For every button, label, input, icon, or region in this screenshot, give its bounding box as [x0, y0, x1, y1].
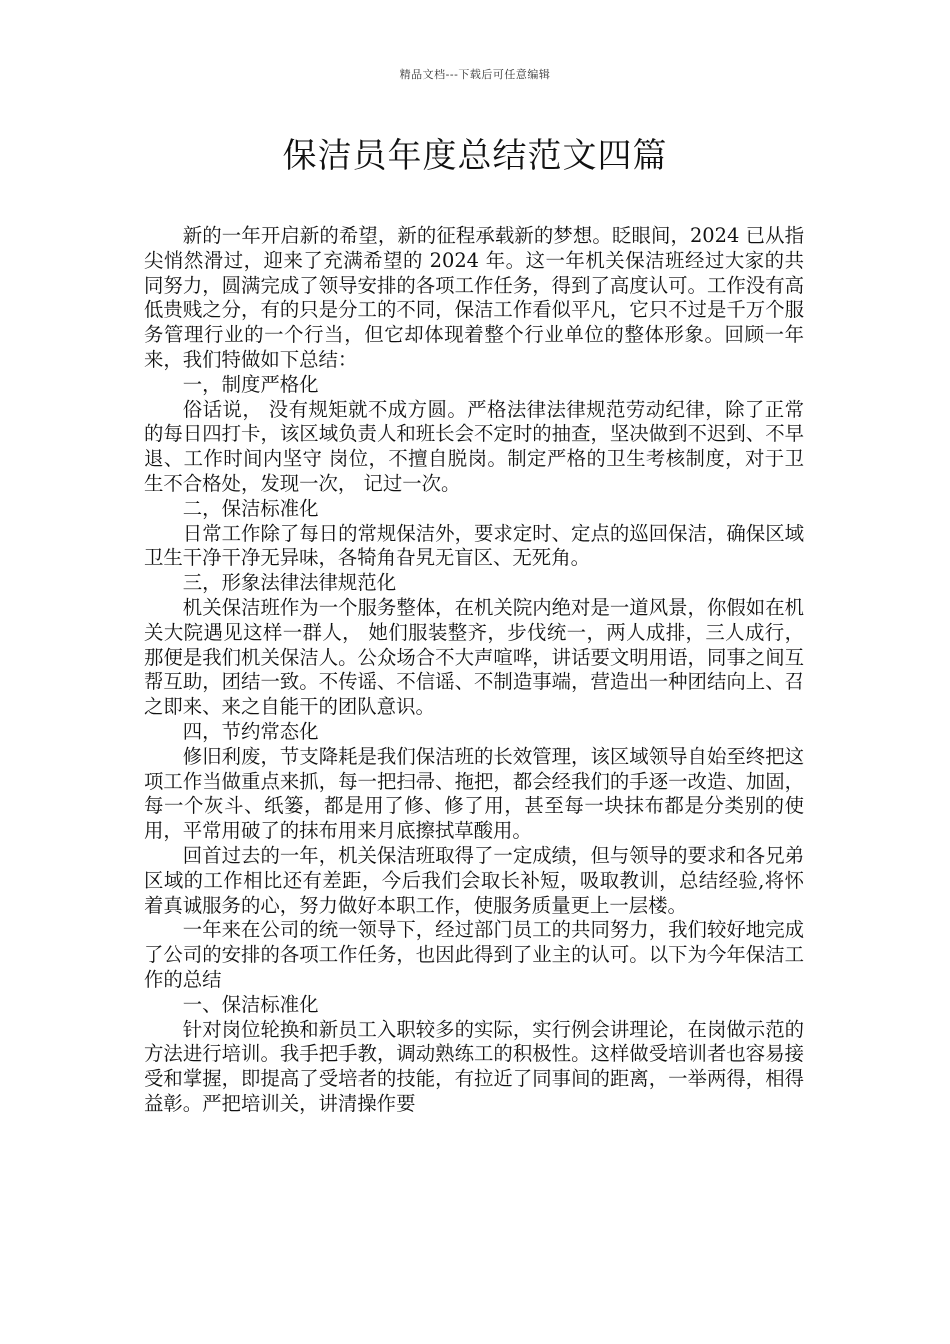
header-note: 精品文档---下载后可任意编辑 [399, 68, 551, 81]
paragraph: 俗话说， 没有规矩就不成方圆。严格法律法律规范劳动纪律，除了正常的每日四打卡，该区域负责人和班长会不定时的抽查，坚决做到不迟到、不早退、工作时间内坚守 岗位，不擅自脱岗。制定严格的卫生考核制度，对于卫生不合格处，发现一次， 记过一次。 [144, 397, 804, 495]
paragraph: 一年来在公司的统一领导下，经过部门员工的共同努力，我们较好地完成了公司的安排的各项工作任务，也因此得到了业主的认可。以下为今年保洁工作的总结 [144, 918, 804, 991]
paragraph: 修旧利废，节支降耗是我们保洁班的长效管理，该区域领导自始至终把这项工作当做重点来抓，每一把扫帚、拖把，都会经我们的手逐一改造、加固，每一个灰斗、纸篓，都是用了修、修了用，甚至每一块抹布都是分类别的使用，平常用破了的抹布用来月底擦拭草酸用。 [144, 744, 804, 843]
document-body [144, 224, 804, 1117]
paragraph: 日常工作除了每日的常规保洁外，要求定时、定点的巡回保洁，确保区域卫生干净干净无异味，各犄角旮旯无盲区、无死角。 [144, 521, 804, 570]
section-heading: 四，节约常态化 [182, 719, 319, 743]
section-heading: 三，形象法律法律规范化 [182, 571, 397, 595]
paragraph: 机关保洁班作为一个服务整体，在机关院内绝对是一道风景，你假如在机关大院遇见这样一群人， 她们服装整齐，步伐统一，两人成排，三人成行，那便是我们机关保洁人。公众场合不大声喧哗，讲话要文明用语，同事之间互帮互助，团结一致。不传谣、不信谣、不制造事端，营造出一种团结向上、召之即来、来之自能干的团队意识。 [144, 595, 804, 719]
paragraph: 针对岗位轮换和新员工入职较多的实际，实行例会讲理论，在岗做示范的方法进行培训。我手把手教，调动熟练工的积极性。这样做受培训者也容易接受和掌握，即提高了受培者的技能，有拉近了同事间的距离，一举两得，相得益彰。严把培训关，讲清操作要 [144, 1017, 804, 1115]
section-heading: 一，制度严格化 [182, 372, 319, 396]
paragraph: 回首过去的一年，机关保洁班取得了一定成绩，但与领导的要求和各兄弟区域的工作相比还有差距，今后我们会取长补短，吸取教训，总结经验,将怀着真诚服务的心，努力做好本职工作，使服务质量更上一层楼。 [144, 843, 804, 917]
section-heading: 一、保洁标准化 [182, 992, 319, 1016]
paragraph: 新的一年开启新的希望，新的征程承载新的梦想。眨眼间，2024 已从指尖悄然滑过，迎来了充满希望的 2024 年。这一年机关保洁班经过大家的共同努力，圆满完成了领导安排的各项工作任务，得到了高度认可。工作没有高低贵贱之分，有的只是分工的不同，保洁工作看似平凡，它只不过是千万个服务管理行业的一个行当，但它却体现着整个行业单位的整体形象。回顾一年来，我们特做如下总结： [144, 224, 804, 371]
section-heading: 二，保洁标准化 [182, 496, 319, 520]
document-title: 保洁员年度总结范文四篇 [282, 136, 668, 176]
